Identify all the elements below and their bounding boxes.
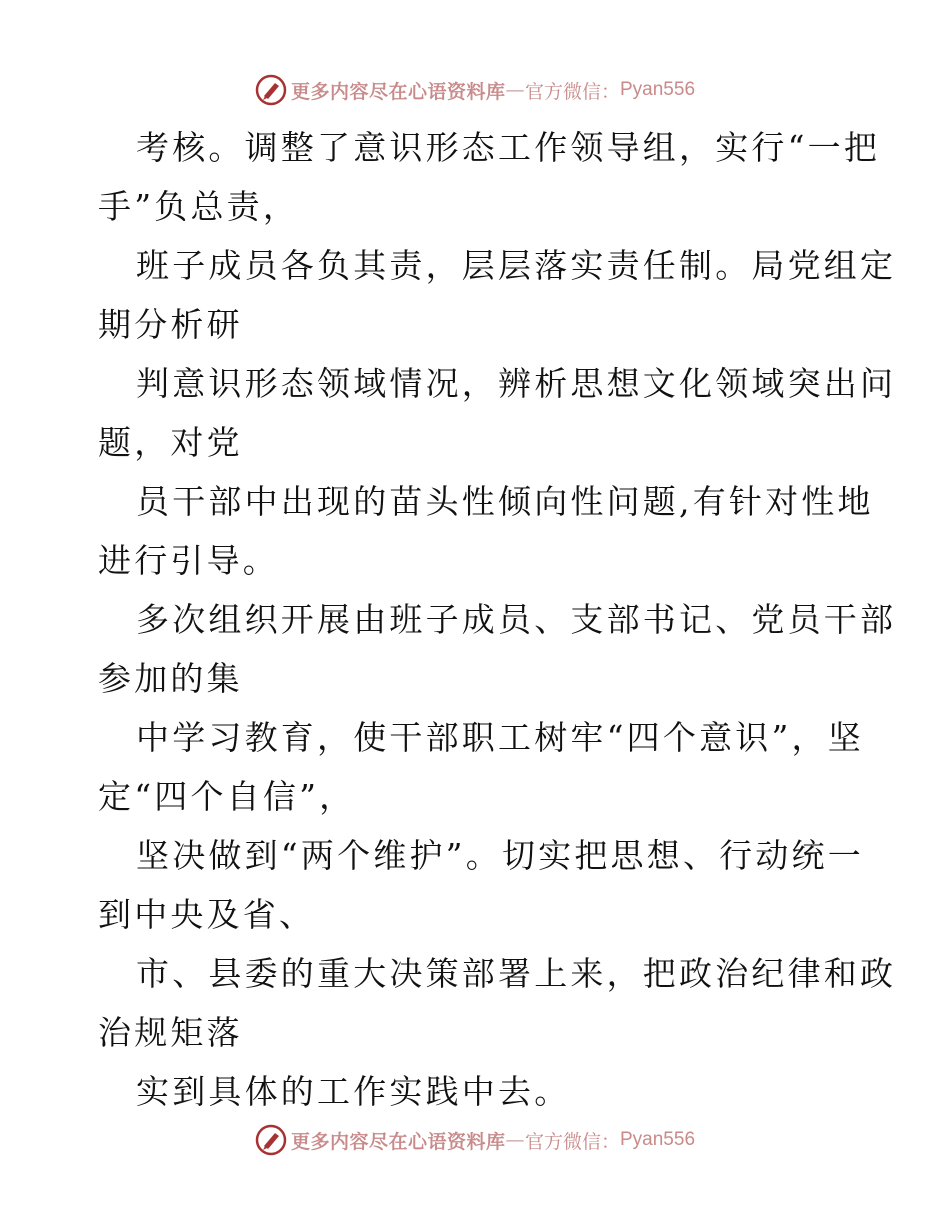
document-body xyxy=(98,118,897,1121)
banner-wechat-label: 官方微信： xyxy=(524,80,620,103)
text-line: 参加的集 xyxy=(98,659,243,698)
text-line: 定“四个自信”， xyxy=(98,777,356,816)
text-line: 判意识形态领域情况，辨析思想文化领域突出问 xyxy=(136,364,897,403)
banner-title: 更多内容尽在心语资料库 xyxy=(290,80,506,103)
text-line: 实到具体的工作实践中去。 xyxy=(136,1072,571,1111)
text-line: 坚决做到“两个维护”。切实把思想、行动统一 xyxy=(136,836,864,875)
banner-wechat-label: 官方微信： xyxy=(524,1130,620,1153)
logo-icon xyxy=(255,74,287,106)
text-line: 题，对党 xyxy=(98,423,243,462)
text-line: 治规矩落 xyxy=(98,1013,243,1052)
logo-icon xyxy=(255,1124,287,1156)
text-line: 中学习教育，使干部职工树牢“四个意识”，坚 xyxy=(136,718,864,757)
banner-separator: — xyxy=(505,79,525,101)
banner-wechat-id: Pyan556 xyxy=(620,1129,696,1150)
text-line: 市、县委的重大决策部署上来，把政治纪律和政 xyxy=(136,954,897,993)
banner-title: 更多内容尽在心语资料库 xyxy=(290,1130,506,1153)
text-line: 期分析研 xyxy=(98,305,243,344)
banner-separator: — xyxy=(505,1129,525,1151)
text-line: 手”负总责， xyxy=(98,187,300,226)
text-line: 多次组织开展由班子成员、支部书记、党员干部 xyxy=(136,600,897,639)
footer-banner xyxy=(0,1120,950,1160)
text-line: 班子成员各负其责，层层落实责任制。局党组定 xyxy=(136,246,897,285)
text-line: 到中央及省、 xyxy=(98,895,316,934)
header-banner xyxy=(0,70,950,110)
banner-wechat-id: Pyan556 xyxy=(620,79,696,100)
text-line: 员干部中出现的苗头性倾向性问题,有针对性地 xyxy=(136,482,874,521)
text-line: 考核。调整了意识形态工作领导组，实行“一把 xyxy=(136,128,881,167)
text-line: 进行引导。 xyxy=(98,541,279,580)
